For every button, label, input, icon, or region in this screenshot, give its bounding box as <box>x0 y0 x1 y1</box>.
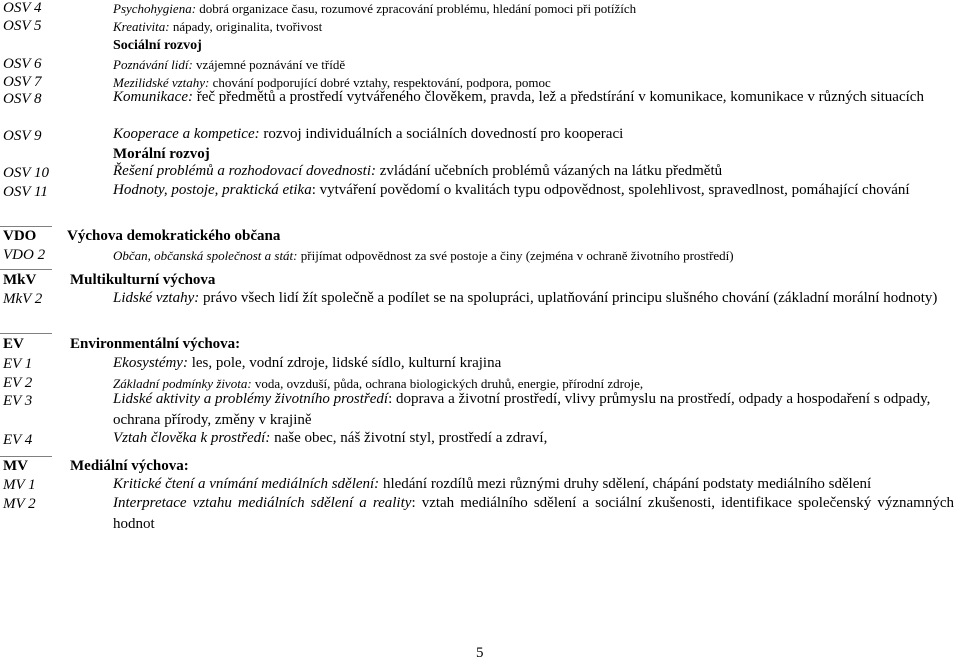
entry-text: Psychohygiena: dobrá organizace času, rozumové zpracování problému, hledání pomoci při potížích <box>113 1 637 16</box>
code-label: EV 2 <box>3 375 33 391</box>
code-label: OSV 5 <box>3 18 42 34</box>
section-heading: Morální rozvoj <box>113 146 210 162</box>
section-title: Multikulturní výchova <box>70 272 216 288</box>
entry-text: Hodnoty, postoje, praktická etika: vytváření povědomí o kvalitách typu odpovědnost, spolehlivost, spravedlnost, pomáhající chování <box>113 182 910 198</box>
page-number: 5 <box>476 645 484 661</box>
code-label: OSV 11 <box>3 184 48 200</box>
code-label: MV 2 <box>3 496 36 512</box>
entry-text: Lidské vztahy: právo všech lidí žít společně a podílet se na spolupráci, uplatňování principu slušného chování (základní morální hodnoty) <box>113 290 938 306</box>
code-label: OSV 6 <box>3 56 42 72</box>
entry-text: Kreativita: nápady, originalita, tvořivost <box>113 19 323 34</box>
code-label: EV 4 <box>3 432 33 448</box>
entry-text: Interpretace vztahu mediálních sdělení a reality: vztah mediálního sdělení a sociální zkušenosti, identifikace společenský významných hodnot <box>113 495 955 532</box>
code-label: EV 1 <box>3 356 33 372</box>
entry-text: Základní podmínky života: voda, ovzduší, půda, ochrana biologických druhů, energie, přírodní zdroje, <box>113 376 644 391</box>
code-label: OSV 9 <box>3 128 42 144</box>
entry-text: Poznávání lidí: vzájemné poznávání ve třídě <box>113 57 346 72</box>
section-code: MV <box>3 458 28 474</box>
section-code: EV <box>3 336 24 352</box>
entry-text: Vztah člověka k prostředí: naše obec, náš životní styl, prostředí a zdraví, <box>113 430 548 446</box>
divider <box>0 456 52 457</box>
section-heading: Sociální rozvoj <box>113 38 202 53</box>
code-label: OSV 10 <box>3 165 49 181</box>
section-title: Environmentální výchova: <box>70 336 241 352</box>
entry-text: Občan, občanská společnost a stát: přijímat odpovědnost za své postoje a činy (zejména v ochraně životního prostředí) <box>113 248 734 263</box>
entry-text: Kritické čtení a vnímání mediálních sdělení: hledání rozdílů mezi různými druhy sdělení, chápání podstaty mediálního sdělení <box>113 476 872 492</box>
code-label: MV 1 <box>3 477 36 493</box>
section-code: MkV <box>3 272 37 288</box>
divider <box>0 269 52 270</box>
code-label: OSV 4 <box>3 0 42 16</box>
code-label: EV 3 <box>3 393 33 409</box>
entry-text: Ekosystémy: les, pole, vodní zdroje, lidské sídlo, kulturní krajina <box>113 355 502 371</box>
code-label: VDO 2 <box>3 247 46 263</box>
entry-text: Mezilidské vztahy: chování podporující dobré vztahy, respektování, podpora, pomoc <box>113 75 551 90</box>
code-label: OSV 8 <box>3 91 42 107</box>
section-title: Výchova demokratického občana <box>67 228 281 244</box>
entry-text: Komunikace: řeč předmětů a prostředí vytvářeného člověkem, pravda, lež a předstírání v komunikace, komunikace v různých situacích <box>113 89 924 105</box>
section-title: Mediální výchova: <box>70 458 189 474</box>
code-label: OSV 7 <box>3 74 42 90</box>
entry-text: Řešení problémů a rozhodovací dovednosti: zvládání učebních problémů vázaných na látku předmětů <box>113 163 723 179</box>
section-code: VDO <box>3 228 37 244</box>
entry-text: Kooperace a kompetice: rozvoj individuálních a sociálních dovedností pro kooperaci <box>113 126 624 142</box>
code-label: MkV 2 <box>3 291 43 307</box>
divider <box>0 226 52 227</box>
divider <box>0 333 52 334</box>
entry-text: Lidské aktivity a problémy životního prostředí: doprava a životní prostředí, vlivy průmyslu na prostředí, odpady a hospodaření s odpady, ochrana přírody, změny v krajině <box>113 391 931 428</box>
